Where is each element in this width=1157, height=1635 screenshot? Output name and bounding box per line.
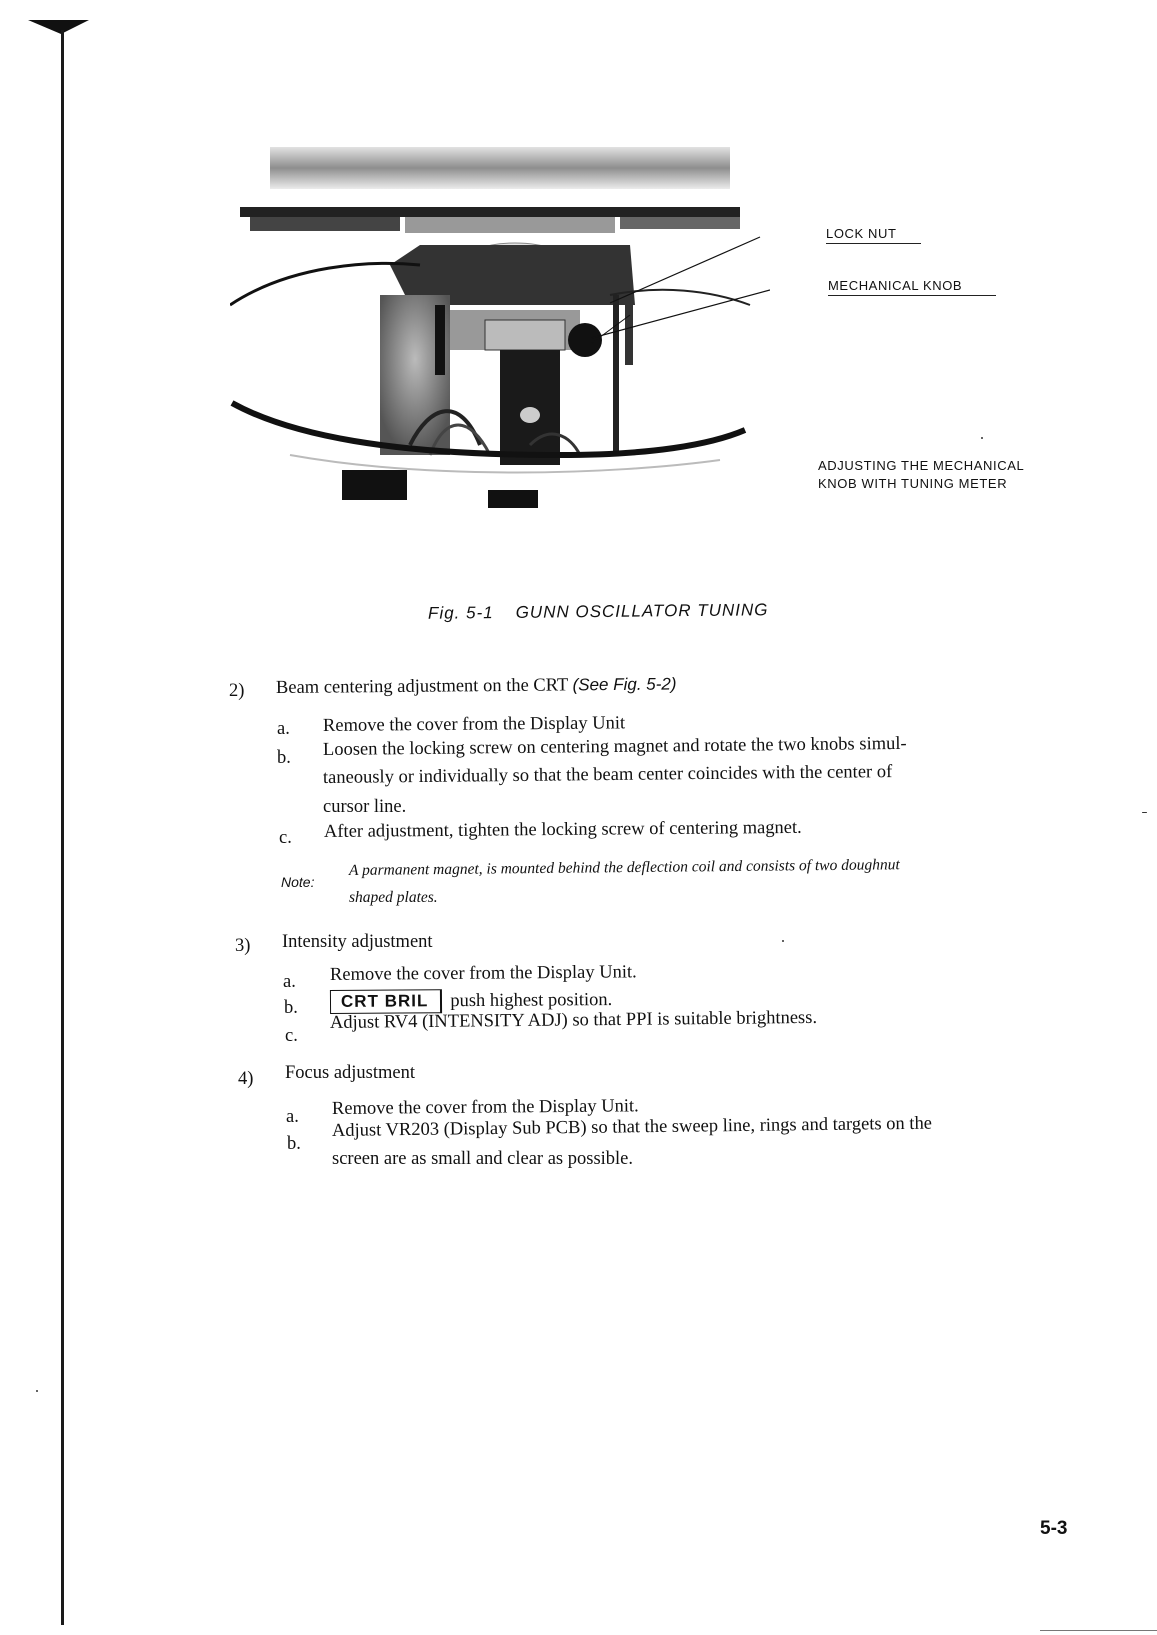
section-number: 2) xyxy=(229,681,245,701)
page-number: 5-3 xyxy=(1040,1518,1068,1539)
step-label: c. xyxy=(279,828,292,848)
step-label: a. xyxy=(283,972,296,992)
step-text: Remove the cover from the Display Unit xyxy=(322,713,626,736)
step-label: b. xyxy=(284,998,298,1018)
callout-mechanical-knob: MECHANICAL KNOB xyxy=(828,278,996,296)
section-title: Intensity adjustment xyxy=(282,932,433,952)
step-text: Remove the cover from the Display Unit. xyxy=(331,1096,639,1119)
callout-adjusting-line1: ADJUSTING THE MECHANICAL xyxy=(818,458,1025,473)
page-edge-line xyxy=(1040,1630,1157,1631)
figure-caption xyxy=(428,600,769,624)
step-text: After adjustment, tighten the locking screw of centering magnet. xyxy=(323,817,802,842)
step-label: b. xyxy=(287,1134,301,1154)
step-label: a. xyxy=(286,1107,299,1127)
note-label: Note: xyxy=(281,874,315,890)
step-text: taneously or individually so that the beam center coincides with the center of xyxy=(322,762,893,788)
note-text: A parmanent magnet, is mounted behind the deflection coil and consists of two doughnut xyxy=(348,856,900,879)
section-title: Focus adjustment xyxy=(285,1063,416,1083)
note-text: shaped plates. xyxy=(349,889,438,906)
step-text: cursor line. xyxy=(323,797,407,817)
scan-speck xyxy=(36,1390,38,1392)
figure-reference: (See Fig. 5-2) xyxy=(572,674,677,695)
binding-mark xyxy=(28,20,89,34)
gunn-oscillator-photo xyxy=(230,145,770,530)
figure-number: Fig. 5-1 xyxy=(427,603,494,623)
section-number: 3) xyxy=(235,936,251,956)
callout-adjusting-line2: KNOB WITH TUNING METER xyxy=(818,476,1008,491)
section-number: 4) xyxy=(238,1069,254,1089)
step-text-suffix: push highest position. xyxy=(450,990,613,1012)
crt-bril-key: CRT BRIL xyxy=(330,989,442,1014)
scan-speck xyxy=(1142,812,1147,813)
section-title-text: Beam centering adjustment on the CRT xyxy=(275,675,568,698)
scan-speck xyxy=(782,940,784,942)
step-label: c. xyxy=(285,1026,298,1046)
binding-edge-line xyxy=(61,30,64,1625)
figure-title: GUNN OSCILLATOR TUNING xyxy=(515,600,769,622)
scan-speck xyxy=(981,437,983,439)
callout-lock-nut: LOCK NUT xyxy=(826,226,921,244)
step-text: Adjust VR203 (Display Sub PCB) so that the sweep line, rings and targets on the xyxy=(331,1113,933,1141)
step-text: Adjust RV4 (INTENSITY ADJ) so that PPI is suitable brightness. xyxy=(329,1007,818,1033)
step-label: b. xyxy=(277,748,291,768)
step-label: a. xyxy=(277,719,290,739)
section-title xyxy=(276,675,677,699)
step-text: screen are as small and clear as possible. xyxy=(332,1149,634,1169)
step-text: Remove the cover from the Display Unit. xyxy=(329,962,637,985)
step-text: Loosen the locking screw on centering magnet and rotate the two knobs simul- xyxy=(322,733,907,760)
